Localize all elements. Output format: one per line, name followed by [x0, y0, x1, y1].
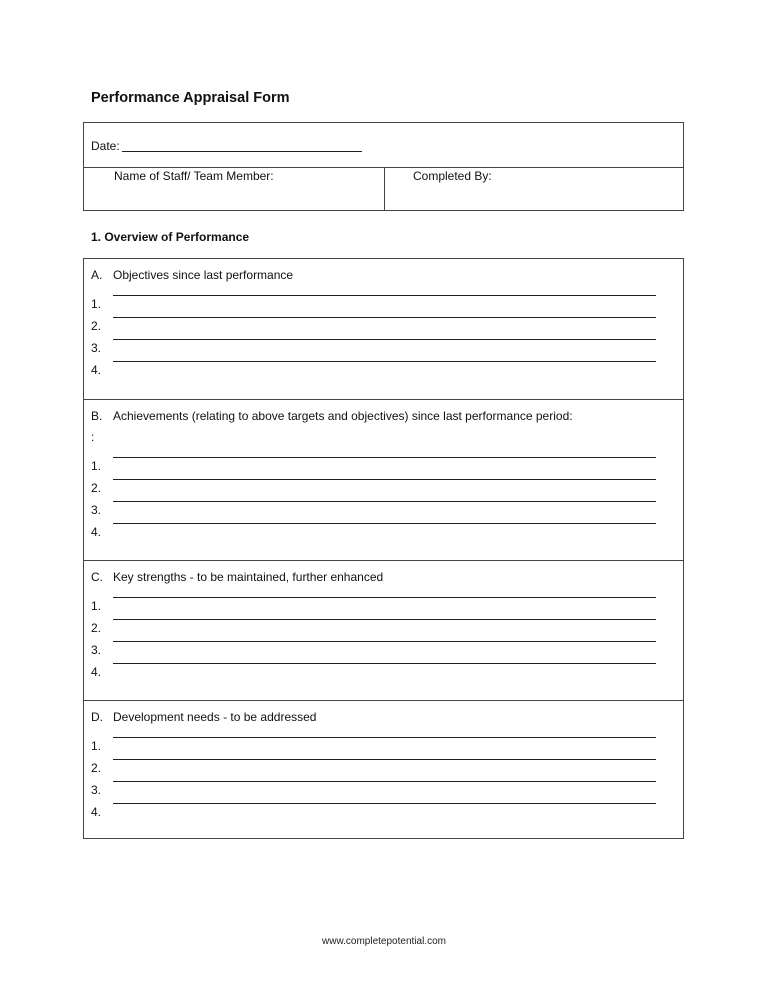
header-box	[83, 122, 684, 211]
sections-box	[83, 258, 684, 839]
header-divider	[384, 167, 385, 211]
date-label: Date:	[91, 139, 120, 153]
completed-by-label: Completed By:	[413, 169, 492, 183]
section-label: Development needs - to be addressed	[113, 710, 317, 724]
answer-line[interactable]	[113, 641, 656, 642]
answer-line[interactable]	[113, 523, 656, 524]
answer-line[interactable]	[113, 781, 656, 782]
staff-row	[84, 167, 683, 211]
section-label: Achievements (relating to above targets and objectives) since last performance period:	[113, 409, 573, 423]
answer-line[interactable]	[113, 597, 656, 598]
form-title: Performance Appraisal Form	[91, 90, 290, 106]
line-number: 4.	[91, 665, 102, 679]
answer-line[interactable]	[113, 361, 656, 362]
answer-line[interactable]	[113, 479, 656, 480]
answer-line[interactable]	[113, 803, 656, 804]
line-number: 1.	[91, 599, 102, 613]
section-letter: A.	[91, 268, 103, 282]
section-label: Key strengths - to be maintained, further enhanced	[113, 570, 384, 584]
line-number: 3.	[91, 643, 102, 657]
answer-line[interactable]	[113, 737, 656, 738]
date-row	[84, 123, 683, 168]
answer-line[interactable]	[113, 317, 656, 318]
section-c	[84, 560, 683, 700]
line-number: 2.	[91, 481, 102, 495]
section-letter: D.	[91, 710, 103, 724]
answer-line[interactable]	[113, 457, 656, 458]
section-d	[84, 700, 683, 839]
section-b	[84, 399, 683, 560]
line-number: 3.	[91, 783, 102, 797]
line-number: 3.	[91, 341, 102, 355]
answer-line[interactable]	[113, 663, 656, 664]
answer-line[interactable]	[113, 339, 656, 340]
section-letter: B.	[91, 409, 103, 423]
line-number: 2.	[91, 319, 102, 333]
section-letter: C.	[91, 570, 103, 584]
line-number: 4.	[91, 363, 102, 377]
line-number: 2.	[91, 761, 102, 775]
answer-line[interactable]	[113, 501, 656, 502]
overview-title: 1. Overview of Performance	[91, 230, 250, 244]
line-number: 1.	[91, 739, 102, 753]
footer-url: www.completepotential.com	[322, 936, 446, 947]
line-number: 1.	[91, 459, 102, 473]
answer-line[interactable]	[113, 759, 656, 760]
section-extra: :	[91, 430, 95, 444]
answer-line[interactable]	[113, 619, 656, 620]
line-number: 1.	[91, 297, 102, 311]
line-number: 3.	[91, 503, 102, 517]
line-number: 4.	[91, 805, 102, 819]
section-a	[84, 259, 683, 399]
answer-line[interactable]	[113, 295, 656, 296]
staff-label: Name of Staff/ Team Member:	[114, 169, 274, 183]
line-number: 2.	[91, 621, 102, 635]
line-number: 4.	[91, 525, 102, 539]
section-label: Objectives since last performance	[113, 268, 294, 282]
date-field[interactable]	[122, 151, 362, 152]
